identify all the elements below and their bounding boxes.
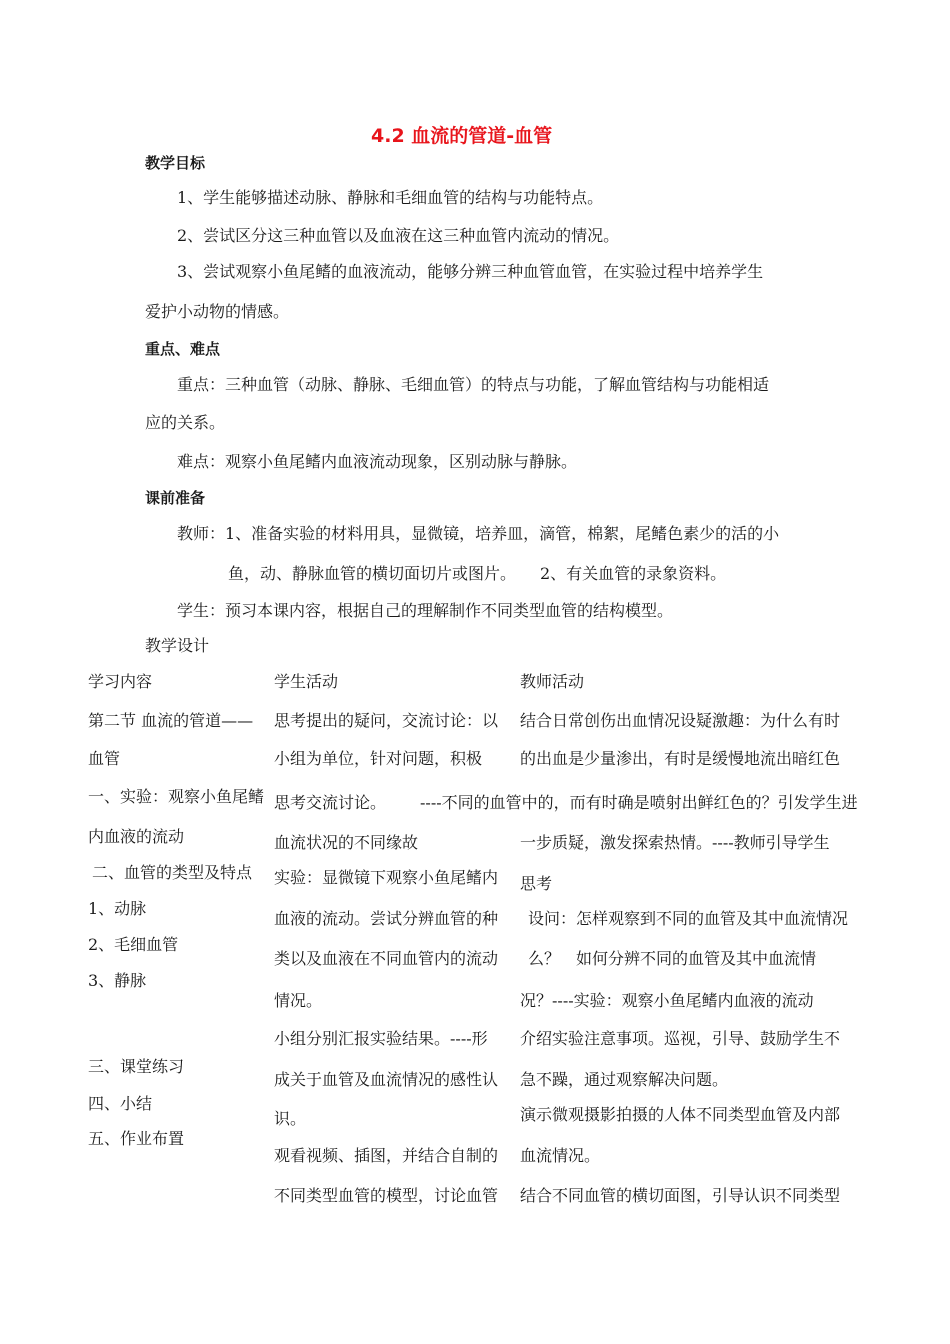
design-label: 教学设计 [145, 636, 210, 655]
teacher-cell: 况？----实验：观察小鱼尾鳍内血液的流动 [520, 991, 814, 1010]
prep-student-line: 学生：预习本课内容，根据自己的理解制作不同类型血管的结构模型。 [177, 601, 674, 620]
student-cell: 观看视频、插图，并结合自制的 [274, 1146, 499, 1165]
student-cell: 思考提出的疑问，交流讨论：以 [274, 711, 499, 730]
content-cell: 四、小结 [88, 1094, 153, 1113]
teacher-cell: 结合不同血管的横切面图，引导认识不同类型 [520, 1186, 841, 1205]
column-header-content: 学习内容 [88, 672, 153, 691]
student-cell: 思考交流讨论。 [274, 793, 387, 812]
column-header-teacher: 教师活动 [520, 672, 585, 691]
teacher-cell: 一步质疑，激发探索热情。----教师引导学生 [520, 833, 830, 852]
content-cell: 血管 [88, 749, 121, 768]
content-cell: 1、动脉 [88, 899, 147, 918]
student-cell: 情况。 [274, 991, 323, 1010]
student-cell: 不同类型血管的模型，讨论血管 [274, 1186, 499, 1205]
student-cell: 成关于血管及血流情况的感性认 [274, 1070, 499, 1089]
teacher-cell: ----不同的血管中的，而有时确是喷射出鲜红色的？引发学生进 [420, 793, 858, 812]
content-cell: 三、课堂练习 [88, 1057, 185, 1076]
objective-item-continued: 爱护小动物的情感。 [145, 302, 290, 321]
prep-heading: 课前准备 [145, 489, 206, 507]
column-header-student: 学生活动 [274, 672, 339, 691]
content-cell: 一、实验：观察小鱼尾鳍 [88, 787, 265, 806]
objective-item: 1、学生能够描述动脉、静脉和毛细血管的结构与功能特点。 [177, 188, 604, 207]
prep-teacher-line-continued: 鱼，动、静脉血管的横切面切片或图片。 2、有关血管的录象资料。 [228, 564, 727, 583]
teacher-cell: 设问：怎样观察到不同的血管及其中血流情况 [528, 909, 849, 928]
student-cell: 实验：显微镜下观察小鱼尾鳍内 [274, 868, 499, 887]
prep-teacher-line: 教师：1、准备实验的材料用具，显微镜，培养皿，滴管，棉絮，尾鳍色素少的活的小 [177, 524, 780, 543]
keypoints-heading: 重点、难点 [145, 340, 221, 358]
objective-item: 2、尝试区分这三种血管以及血液在这三种血管内流动的情况。 [177, 226, 620, 245]
content-cell: 2、毛细血管 [88, 935, 179, 954]
teacher-cell: 血流情况。 [520, 1146, 601, 1165]
content-cell: 第二节 血流的管道—— [88, 711, 254, 730]
teacher-cell: 的出血是少量渗出，有时是缓慢地流出暗红色 [520, 749, 841, 768]
content-cell: 五、作业布置 [88, 1129, 185, 1148]
student-cell: 小组为单位，针对问题，积极 [274, 749, 483, 768]
student-cell: 类以及血液在不同血管内的流动 [274, 949, 499, 968]
teacher-cell: 么？ 如何分辨不同的血管及其中血流情 [528, 949, 817, 968]
teacher-cell: 介绍实验注意事项。巡视，引导、鼓励学生不 [520, 1029, 841, 1048]
content-cell: 内血液的流动 [88, 827, 185, 846]
student-cell: 小组分别汇报实验结果。----形 [274, 1029, 488, 1048]
difficulty-line: 难点：观察小鱼尾鳍内血液流动现象，区别动脉与静脉。 [177, 452, 578, 471]
student-cell: 识。 [274, 1109, 307, 1128]
page-title: 4.2 血流的管道-血管 [371, 125, 553, 147]
teacher-cell: 结合日常创伤出血情况设疑激趣：为什么有时 [520, 711, 841, 730]
keypoint-line: 重点：三种血管（动脉、静脉、毛细血管）的特点与功能，了解血管结构与功能相适 [177, 375, 770, 394]
content-cell: 3、静脉 [88, 971, 147, 990]
student-cell: 血流状况的不同缘故 [274, 833, 419, 852]
student-cell: 血液的流动。尝试分辨血管的种 [274, 909, 499, 928]
teacher-cell: 演示微观摄影拍摄的人体不同类型血管及内部 [520, 1105, 841, 1124]
teacher-cell: 急不躁，通过观察解决问题。 [520, 1070, 729, 1089]
objectives-heading: 教学目标 [145, 154, 206, 172]
objective-item: 3、尝试观察小鱼尾鳍的血液流动，能够分辨三种血管血管，在实验过程中培养学生 [177, 262, 764, 281]
keypoint-line-continued: 应的关系。 [145, 413, 226, 432]
teacher-cell: 思考 [520, 874, 553, 893]
content-cell: 二、血管的类型及特点 [92, 863, 253, 882]
